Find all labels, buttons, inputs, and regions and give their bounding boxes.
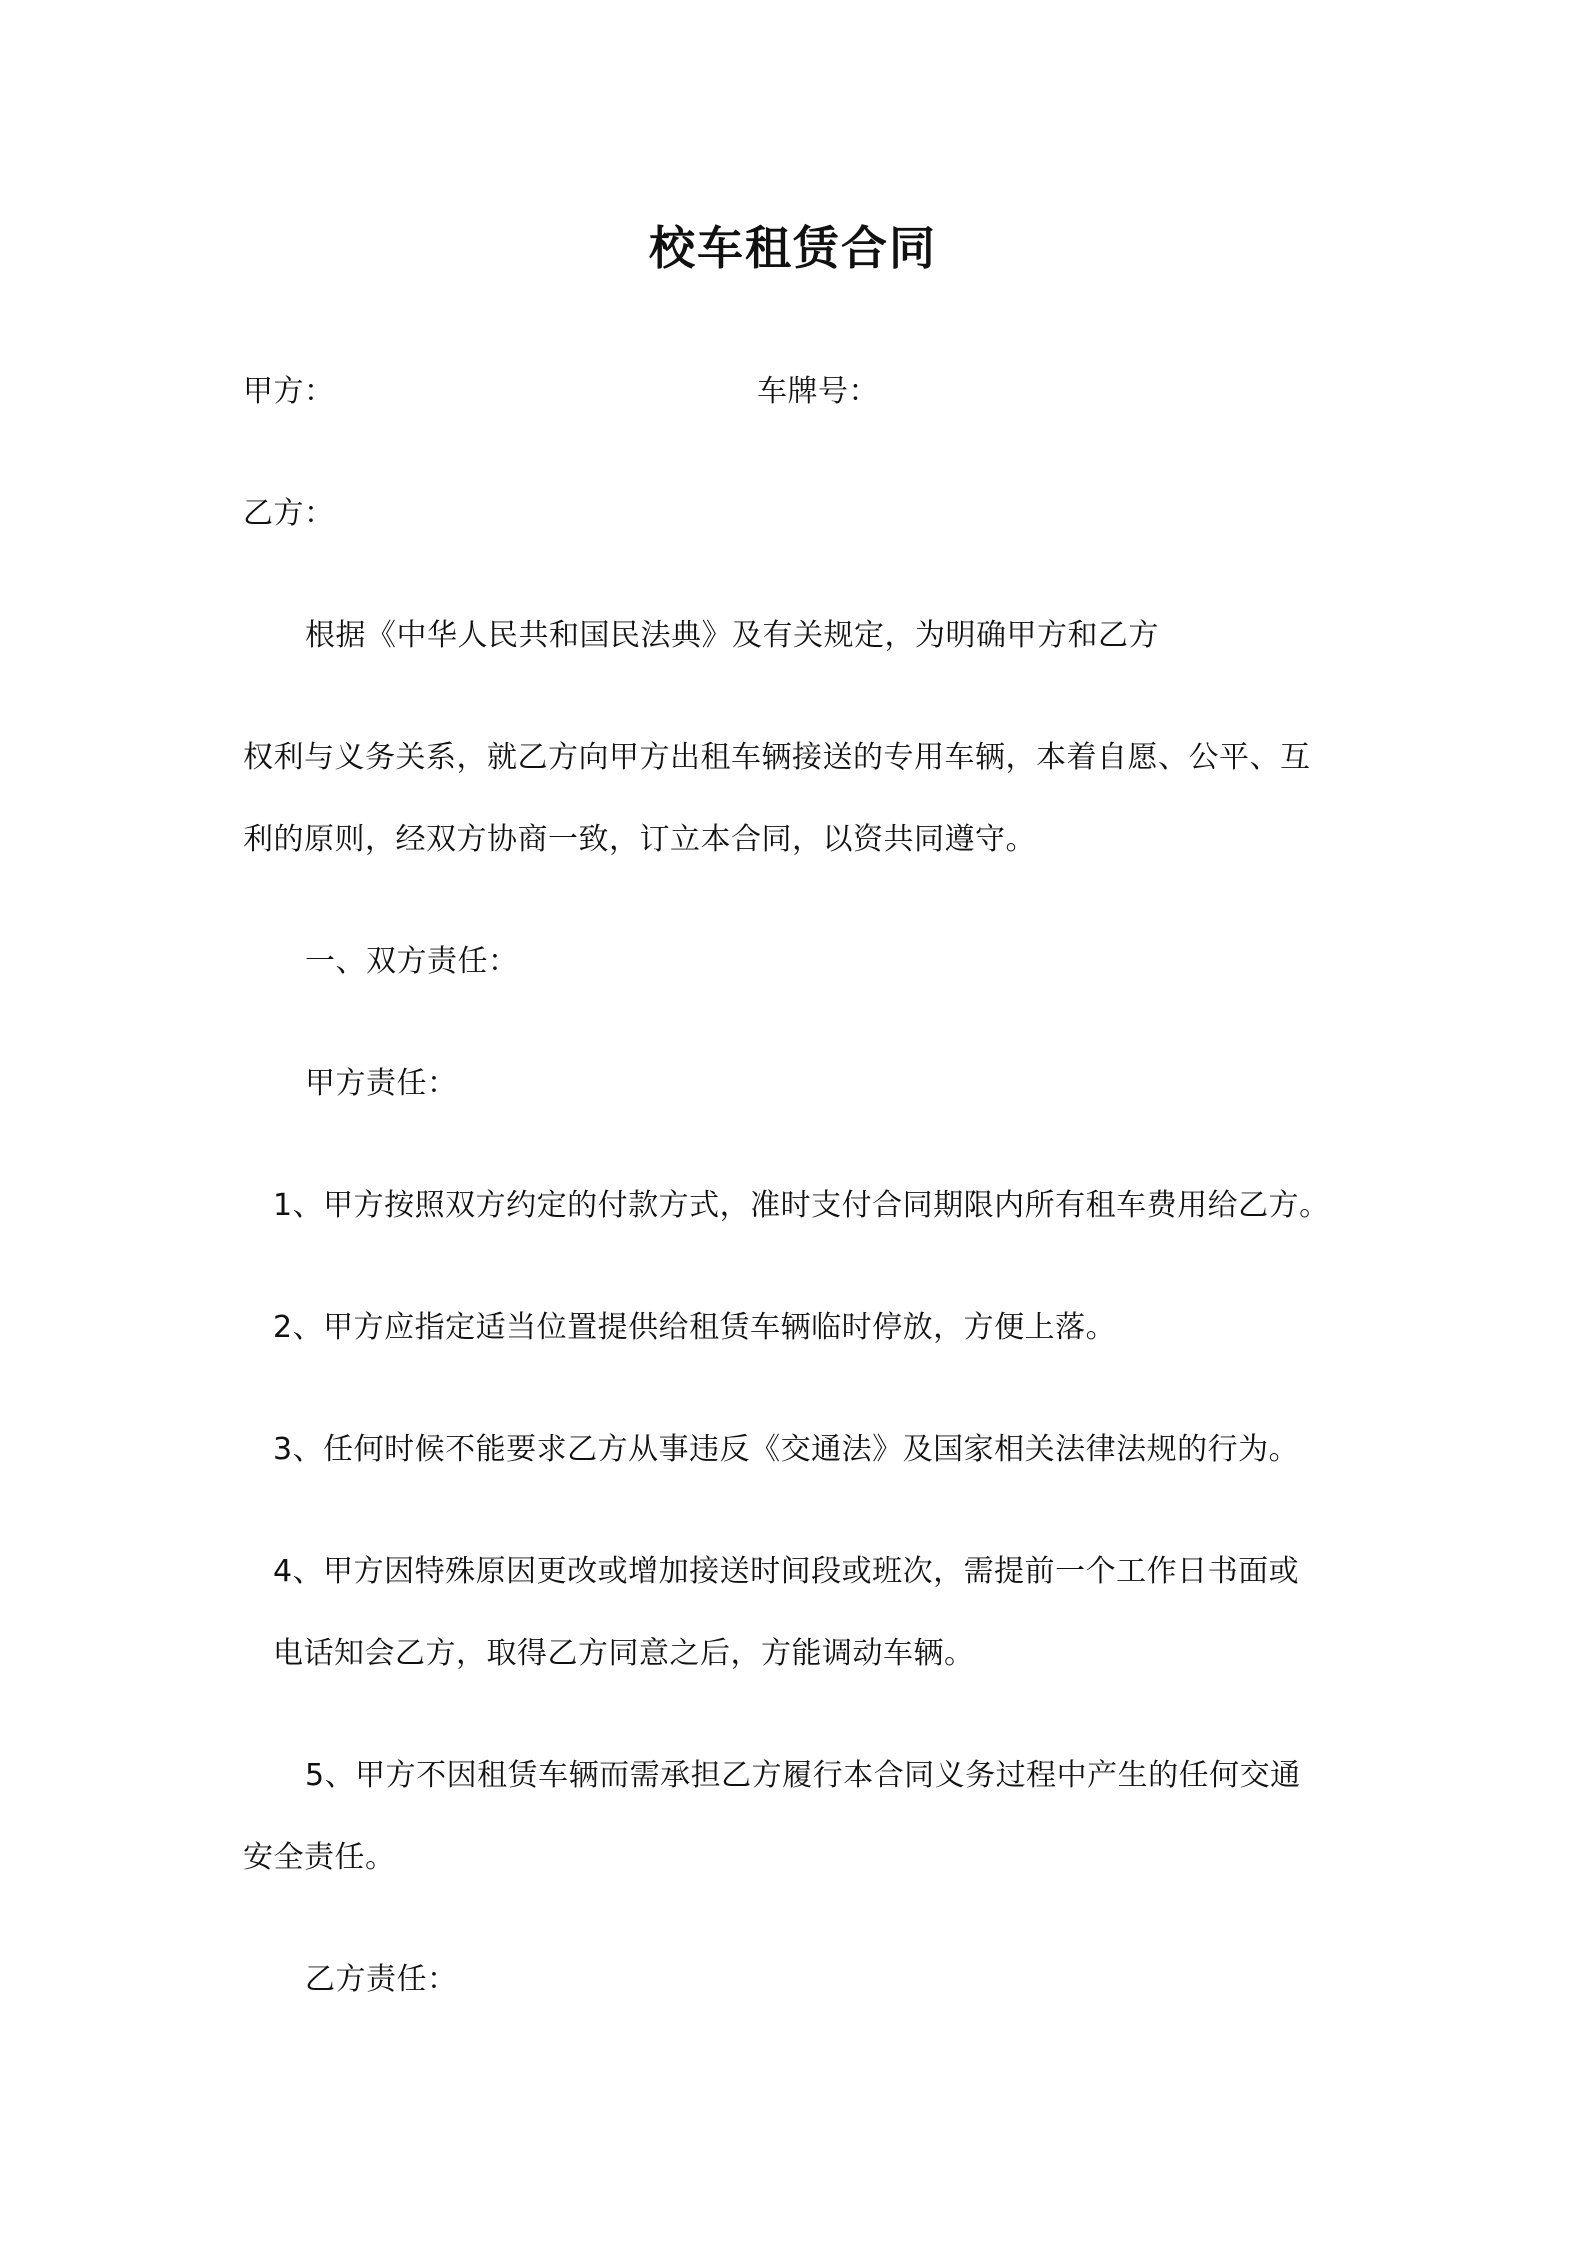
party-a-duty-5-line-2: 安全责任。 (243, 1840, 396, 1875)
plate-number-label: 车牌号： (757, 374, 879, 409)
party-a-duties-heading: 甲方责任： (305, 1066, 458, 1101)
party-a-duty-5-line-1: 5、甲方不因租赁车辆而需承担乙方履行本合同义务过程中产生的任何交通 (305, 1758, 1301, 1793)
party-a-duty-4-line-1: 4、甲方因特殊原因更改或增加接送时间段或班次，需提前一个工作日书面或 (273, 1554, 1300, 1589)
intro-line-2: 权利与义务关系，就乙方向甲方出租车辆接送的专用车辆，本着自愿、公平、互 (243, 740, 1311, 775)
party-b-duties-heading: 乙方责任： (305, 1962, 458, 1997)
party-a-duty-2: 2、甲方应指定适当位置提供给租赁车辆临时停放，方便上落。 (273, 1310, 1117, 1345)
document-title: 校车租赁合同 (649, 221, 937, 275)
party-a-duty-3: 3、任何时候不能要求乙方从事违反《交通法》及国家相关法律法规的行为。 (273, 1432, 1300, 1467)
party-a-duty-1: 1、甲方按照双方约定的付款方式，准时支付合同期限内所有租车费用给乙方。 (273, 1188, 1330, 1223)
section-heading-duties: 一、双方责任： (305, 944, 519, 979)
party-a-label: 甲方： (243, 374, 335, 409)
intro-line-3: 利的原则，经双方协商一致，订立本合同，以资共同遵守。 (243, 822, 1036, 857)
intro-line-1: 根据《中华人民共和国民法典》及有关规定，为明确甲方和乙方 (305, 618, 1159, 653)
party-b-label: 乙方： (243, 496, 335, 531)
party-a-duty-4-line-2: 电话知会乙方，取得乙方同意之后，方能调动车辆。 (273, 1636, 975, 1671)
